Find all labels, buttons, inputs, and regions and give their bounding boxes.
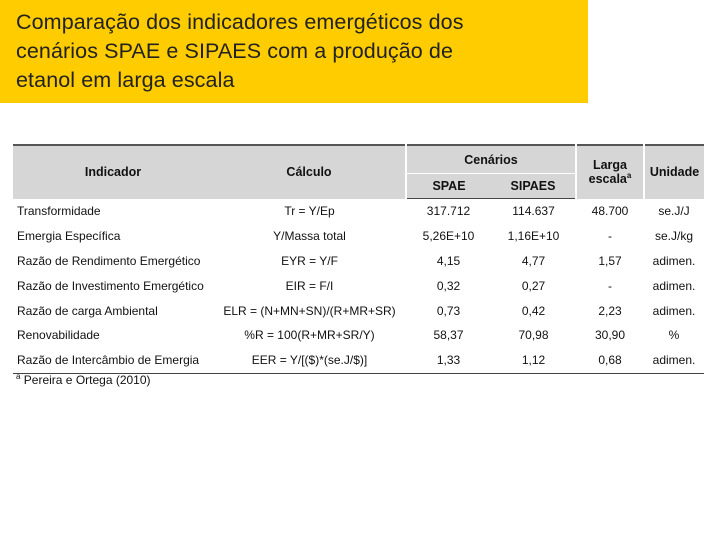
table-row — [13, 323, 704, 348]
title-line-1: Comparação dos indicadores emergéticos dos — [16, 10, 464, 34]
slide-title — [16, 8, 581, 95]
title-line-2: cenários SPAE e SIPAES com a produção de — [16, 39, 454, 63]
cell-calculo: EIR = F/I — [285, 278, 334, 293]
cell-sipaes: 114.637 — [512, 204, 555, 219]
cell-sipaes: 0,42 — [521, 303, 546, 318]
cell-calculo: %R = 100(R+MR+SR/Y) — [244, 328, 375, 343]
cell-calculo: EER = Y/[($)*(se.J/$)] — [213, 348, 406, 373]
cell-spae: 4,15 — [436, 253, 461, 268]
cell-indicador: Razão de Investimento Emergético — [17, 278, 204, 293]
cell-calculo: ELR = (N+MN+SN)/(R+MR+SR) — [223, 303, 396, 318]
cell-unidade: adimen. — [652, 278, 696, 293]
cell-spae: 0,73 — [436, 303, 461, 318]
table-row — [13, 249, 704, 274]
table-footnote — [16, 373, 151, 387]
table-row — [13, 298, 704, 323]
cell-indicador: Renovabilidade — [17, 328, 100, 343]
cell-unidade: adimen. — [644, 348, 704, 373]
cell-spae: 0,32 — [436, 278, 461, 293]
cell-indicador: Razão de Intercâmbio de Emergia — [13, 348, 213, 373]
cell-larga: 1,57 — [598, 253, 622, 268]
cell-sipaes: 4,77 — [521, 253, 546, 268]
cell-calculo: Tr = Y/Ep — [284, 204, 335, 219]
cell-spae: 1,33 — [406, 348, 491, 373]
cell-sipaes: 0,27 — [521, 278, 546, 293]
indicators-table-container — [13, 144, 704, 374]
cell-calculo: Y/Massa total — [273, 229, 346, 244]
cell-unidade: % — [668, 328, 680, 343]
header-unidade: Unidade — [644, 145, 704, 199]
title-line-3: etanol em larga escala — [16, 68, 235, 92]
title-banner — [0, 0, 588, 103]
header-calculo: Cálculo — [213, 145, 406, 199]
cell-unidade: adimen. — [652, 253, 696, 268]
table-row — [13, 348, 704, 373]
header-cenarios: Cenários — [406, 145, 576, 174]
header-sipaes: SIPAES — [491, 174, 576, 199]
header-larga-line2: escala$^a$ — [588, 171, 632, 187]
footnote-text: Pereira e Ortega (2010) — [20, 373, 151, 387]
cell-sipaes: 1,16E+10 — [507, 229, 560, 244]
table-row — [13, 224, 704, 249]
cell-spae: 58,37 — [433, 328, 464, 343]
table-row — [13, 273, 704, 298]
cell-larga: 0,68 — [576, 348, 644, 373]
cell-calculo: EYR = Y/F — [281, 253, 338, 268]
cell-unidade: se.J/J — [658, 204, 690, 219]
cell-indicador: Emergia Específica — [17, 229, 121, 244]
cell-larga: 2,23 — [598, 303, 622, 318]
footnote-marker: a — [16, 372, 21, 381]
cell-larga: - — [608, 229, 612, 244]
cell-indicador: Transformidade — [17, 204, 101, 219]
cell-larga: - — [608, 278, 612, 293]
header-larga-line1: Larga — [592, 158, 628, 173]
cell-sipaes: 1,12 — [491, 348, 576, 373]
cell-larga: 30,90 — [594, 328, 626, 343]
cell-larga: 48.700 — [591, 204, 629, 219]
cell-unidade: adimen. — [652, 303, 696, 318]
header-indicador: Indicador — [13, 145, 213, 199]
header-larga-sup: a — [626, 171, 632, 181]
header-spae: SPAE — [406, 174, 491, 199]
cell-sipaes: 70,98 — [518, 328, 549, 343]
header-larga-escala — [576, 145, 644, 199]
table-row — [13, 199, 704, 224]
cell-unidade: se.J/kg — [654, 229, 693, 244]
indicators-table — [13, 144, 704, 374]
cell-indicador: Razão de Rendimento Emergético — [17, 253, 201, 268]
cell-spae: 5,26E+10 — [422, 229, 475, 244]
cell-indicador: Razão de carga Ambiental — [17, 303, 158, 318]
cell-spae: 317.712 — [426, 204, 471, 219]
